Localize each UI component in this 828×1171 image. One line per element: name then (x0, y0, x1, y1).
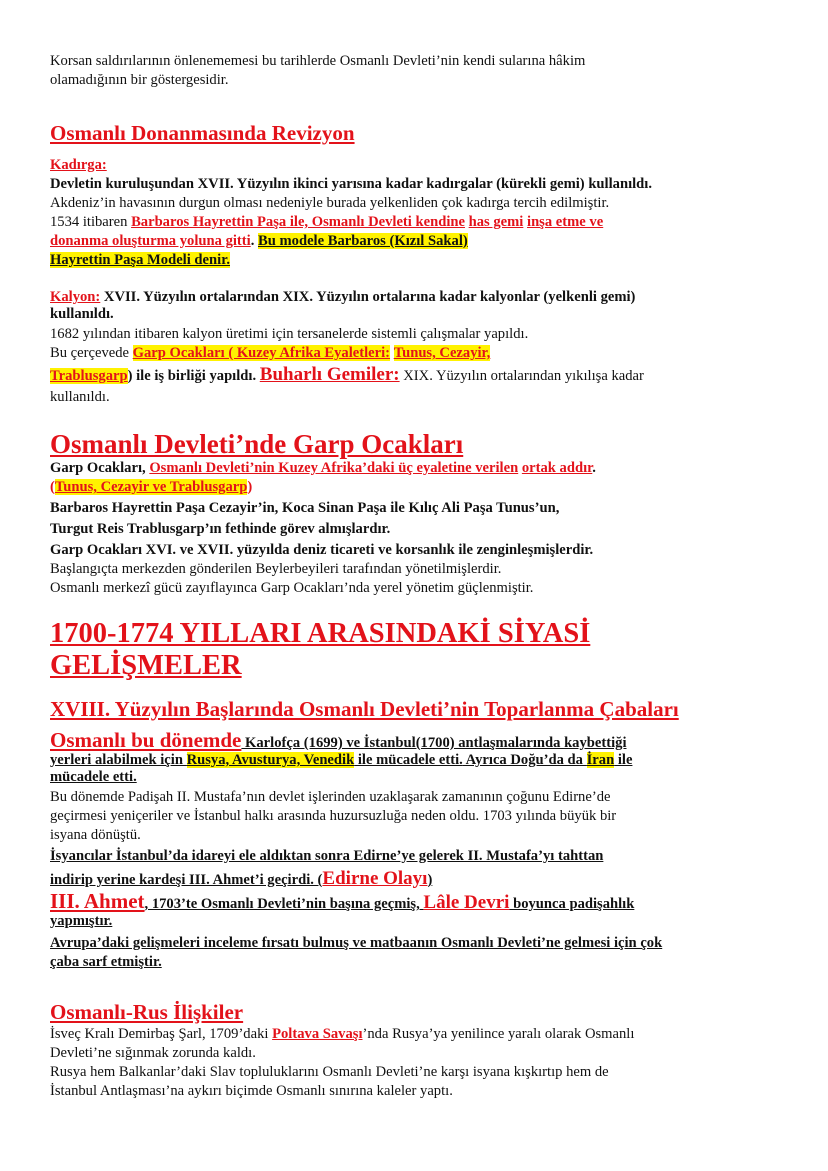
kalyon-label: Kalyon: (50, 289, 101, 305)
kadirga-section: Kadırga: Devletin kuruluşundan XVII. Yüzyılın ikinci yarısına kadar kadırgalar (kürekli gemi) kullanıldı. Akdeniz’in havasının durgun olması nedeniyle burada yelkenliden çok kadırga tercih edilmiştir. 1534 itibaren Barbaros Hayrettin Paşa ile, Osmanlı Devleti kendine has gemi inşa etme ve donanma oluşturma yoluna gitti. Bu modele Barbaros (Kızıl Sakal) Hayrettin Paşa Modeli denir. (50, 156, 780, 270)
kadirga-line-4: donanma oluşturma yoluna gitti. Bu modele Barbaros (Kızıl Sakal) (50, 233, 468, 249)
siyasi-section: Osmanlı bu dönemde Karlofça (1699) ve İstanbul(1700) antlaşmalarında kaybettiği yerleri alabilmek için Rusya, Avusturya, Venedik ile mücadele etti. Ayrıca Doğu’da da İran ile mücadele etti. Bu dönemde Padişah II. Mustafa’nın devlet işlerinden uzaklaşarak zamanının çoğunu Edirne’de geçirmesi yeniçeriler ve İstanbul halkı arasında huzursuzluğa neden oldu. 1703 yılında büyük bir isyana dönüştü. İsyancılar İstanbul’da idareyi ele aldıktan sonra Edirne’ye gelerek II. Mustafa’yı tahttan indirip yerine kardeşi III. Ahmet’i geçirdi. (Edirne Olayı) III. Ahmet, 1703’te Osmanlı Devleti’nin başına geçmiş, Lâle Devri boyunca padişahlık yapmıştır. Avrupa’daki gelişmeleri inceleme fırsatı bulmuş ve matbaanın Osmanlı Devleti’ne gelmesi için çok çaba sarf etmiştir. (50, 728, 663, 970)
garp-section: Garp Ocakları, Osmanlı Devleti’nin Kuzey Afrika’daki üç eyaletine verilen ortak addır. (Tunus, Cezayir ve Trablusgarp) Barbaros Hayrettin Paşa Cezayir’in, Koca Sinan Paşa ile Kılıç Ali Paşa Tunus’un, Turgut Reis Trablusgarp’ın fethinde görev almışlardır. Garp Ocakları XVI. ve XVII. yüzyılda deniz ticareti ve korsanlık ile zenginleşmişlerdir. Başlangıçta merkezden gönderilen Beylerbeyileri tarafından yönetilmişlerdir. Osmanlı merkezî gücü zayıflayınca Garp Ocakları’nda yerel yönetim güçlenmiştir. (50, 460, 596, 596)
siyasi-subheading: XVIII. Yüzyılın Başlarında Osmanlı Devleti’nin Toparlanma Çabaları (50, 697, 679, 721)
siyasi-heading: 1700-1774 YILLARI ARASINDAKİ SİYASİ GELİŞMELER (50, 618, 591, 681)
kadirga-line-3: 1534 itibaren Barbaros Hayrettin Paşa ile, Osmanlı Devleti kendine has gemi inşa etme ve (50, 214, 604, 230)
kalyon-section: Kalyon: XVII. Yüzyılın ortalarından XIX. Yüzyılın ortalarına kadar kalyonlar (yelkenli gemi) kullanıldı. 1682 yılından itibaren kalyon üretimi için tersanelerde sistemli çalışmalar yapıldı. Bu çerçevede Garp Ocakları ( Kuzey Afrika Eyaletleri: Tunus, Cezayir, Trablusgarp) ile iş birliği yapıldı. Buharlı Gemiler: XIX. Yüzyılın ortalarından yıkılışa kadar kullanıldı. (50, 289, 780, 407)
garp-heading: Osmanlı Devleti’nde Garp Ocakları (50, 429, 464, 459)
document-page (50, 52, 780, 1101)
kalyon-line-4: Bu çerçevede Garp Ocakları ( Kuzey Afrika Eyaletleri: Tunus, Cezayir, (50, 345, 491, 361)
revizyon-heading: Osmanlı Donanmasında Revizyon (50, 121, 355, 145)
kadirga-label: Kadırga: (50, 157, 107, 173)
rus-section: İsveç Kralı Demirbaş Şarl, 1709’daki Poltava Savaşı’nda Rusya’ya yenilince yaralı olarak Osmanlı Devleti’ne sığınmak zorunda kaldı. Rusya hem Balkanlar’daki Slav topluluklarını Osmanlı Devleti’ne karşı isyana kışkırtıp hem de İstanbul Antlaşması’na aykırı biçimde Osmanlı sınırına kaleler yaptı. (50, 1026, 635, 1099)
kadirga-model-highlight: Hayrettin Paşa Modeli denir. (50, 252, 230, 268)
rus-heading: Osmanlı-Rus İlişkiler (50, 1000, 244, 1024)
intro-text: Korsan saldırılarının önlenememesi bu tarihlerde Osmanlı Devleti’nin kendi sularına hâkim olamadığının bir göstergesidir. (50, 53, 586, 88)
kalyon-line-5: Trablusgarp) ile iş birliği yapıldı. Buharlı Gemiler: XIX. Yüzyılın ortalarından yıkılışa kadar (50, 364, 644, 385)
